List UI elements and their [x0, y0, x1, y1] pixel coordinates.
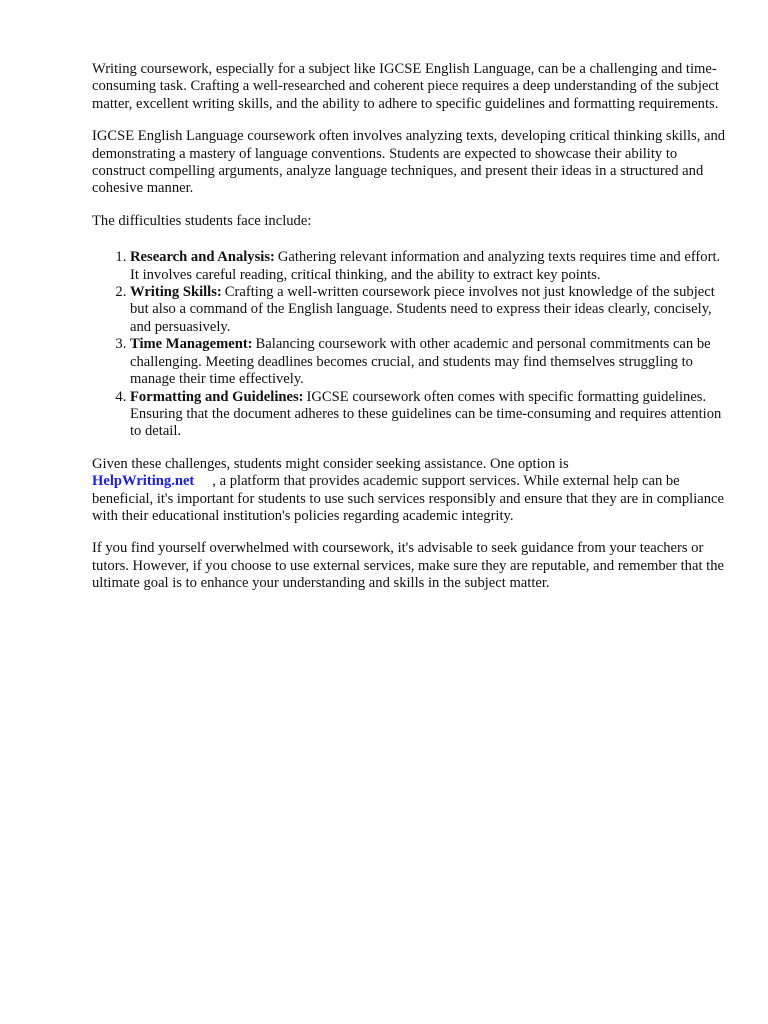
closing-paragraph: If you find yourself overwhelmed with coursework, it's advisable to seek guidance from your teachers or tutors. However, if you choose to use external services, make sure they are reputable, and remember that the ultimate goal is to enhance your understanding and skills in the subject matter. [92, 540, 724, 592]
list-item-text: Gathering relevant information and analyzing texts requires time and effort. It involves careful reading, critical thinking, and the ability to extract key points. [130, 249, 721, 283]
list-item-text: Crafting a well-written coursework piece involves not just knowledge of the subject but also a command of the English language. Students need to express their ideas clearly, concisely, and persuasively. [130, 284, 715, 335]
document-page [92, 61, 732, 608]
assistance-paragraph [92, 456, 732, 526]
list-item-term: Formatting and Guidelines: [130, 388, 304, 405]
list-item-term: Time Management: [130, 336, 253, 353]
difficulties-intro: The difficulties students face include: [92, 212, 312, 229]
list-item [130, 284, 732, 336]
list-item [130, 249, 732, 284]
list-item-text: IGCSE coursework often comes with specific formatting guidelines. Ensuring that the document adheres to these guidelines can be time-consuming and requires attention to detail. [130, 388, 722, 440]
list-item-text: Balancing coursework with other academic and personal commitments can be challenging. Meeting deadlines becomes crucial, and students may find themselves struggling to manage their time effectively. [130, 336, 711, 388]
list-item [130, 389, 732, 441]
difficulties-list [92, 249, 732, 440]
assistance-text-before: Given these challenges, students might consider seeking assistance. One option is [92, 455, 569, 472]
intro-paragraph: Writing coursework, especially for a subject like IGCSE English Language, can be a challenging and time-consuming task. Crafting a well-researched and coherent piece requires a deep understanding of the subject matter, excellent writing skills, and the ability to adhere to specific guidelines and formatting requirements. [92, 61, 719, 112]
assistance-text-after: , a platform that provides academic support services. While external help can be beneficial, it's important for students to use such services responsibly and ensure that they are in compliance with their educational institution's policies regarding academic integrity. [92, 473, 725, 524]
list-item-term: Research and Analysis: [130, 249, 275, 266]
helpwriting-link[interactable]: HelpWriting.net [92, 473, 195, 490]
list-item-term: Writing Skills: [130, 284, 222, 301]
coursework-paragraph: IGCSE English Language coursework often involves analyzing texts, developing critical thinking skills, and demonstrating a mastery of language conventions. Students are expected to showcase their ability to construct compelling arguments, analyze language techniques, and present their ideas in a structured and cohesive manner. [92, 128, 726, 197]
list-item [130, 336, 732, 388]
